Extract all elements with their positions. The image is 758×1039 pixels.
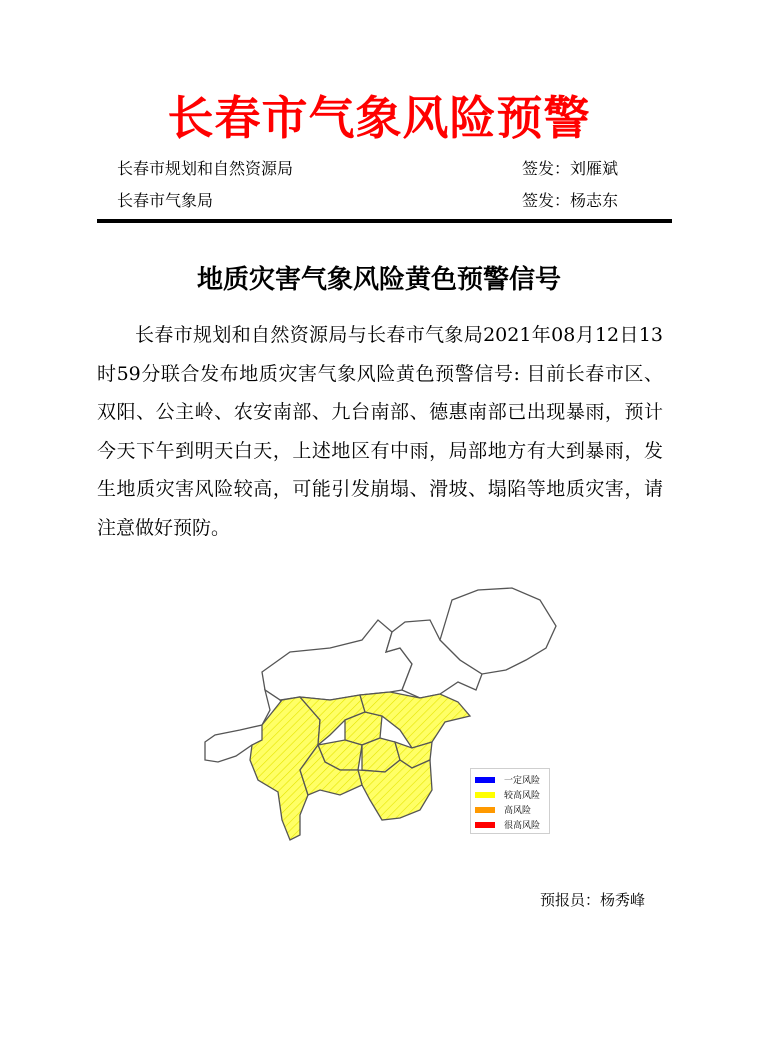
legend-row-2 xyxy=(475,787,545,802)
forecaster-label: 预报员：杨秀峰 xyxy=(540,891,646,909)
legend-label-3: 高风险 xyxy=(504,806,532,816)
legend-row-3 xyxy=(475,802,545,817)
header-divider xyxy=(97,219,672,223)
issuer-signer-2: 签发：杨志东 xyxy=(522,191,619,210)
legend-swatch-4 xyxy=(475,822,495,828)
legend-row-4 xyxy=(475,817,545,832)
notice-heading: 地质灾害气象风险黄色预警信号 xyxy=(196,265,561,295)
issuer-org-2: 长春市气象局 xyxy=(117,191,214,210)
legend-label-2: 较高风险 xyxy=(504,791,541,801)
legend-label-4: 很高风险 xyxy=(504,821,541,831)
page-title: 长春市气象风险预警 xyxy=(167,91,591,145)
notice-body: 长春市规划和自然资源局与长春市气象局2021年08月12日13时59分联合发布地质灾害气象风险黄色预警信号: 目前长春市区、双阳、公主岭、农安南部、九台南部、德惠南部已出现暴雨，预计今天下午到明天白天，上述地区有中雨，局部地方有大到暴雨，发生地质灾害风险较高，可能引发崩塌、滑坡、塌陷等地质灾害，请注意做好预防。 xyxy=(97,324,663,539)
region-nongan-north xyxy=(262,620,412,700)
legend-row-1 xyxy=(475,772,545,787)
legend-swatch-1 xyxy=(475,777,495,783)
legend-swatch-2 xyxy=(475,792,495,798)
affected-regions xyxy=(250,692,470,840)
map-legend xyxy=(470,768,550,834)
issuer-signer-1: 签发：刘雁斌 xyxy=(522,159,619,178)
legend-label-1: 一定风险 xyxy=(504,776,541,786)
issuer-org-1: 长春市规划和自然资源局 xyxy=(117,159,294,178)
legend-swatch-3 xyxy=(475,807,495,813)
